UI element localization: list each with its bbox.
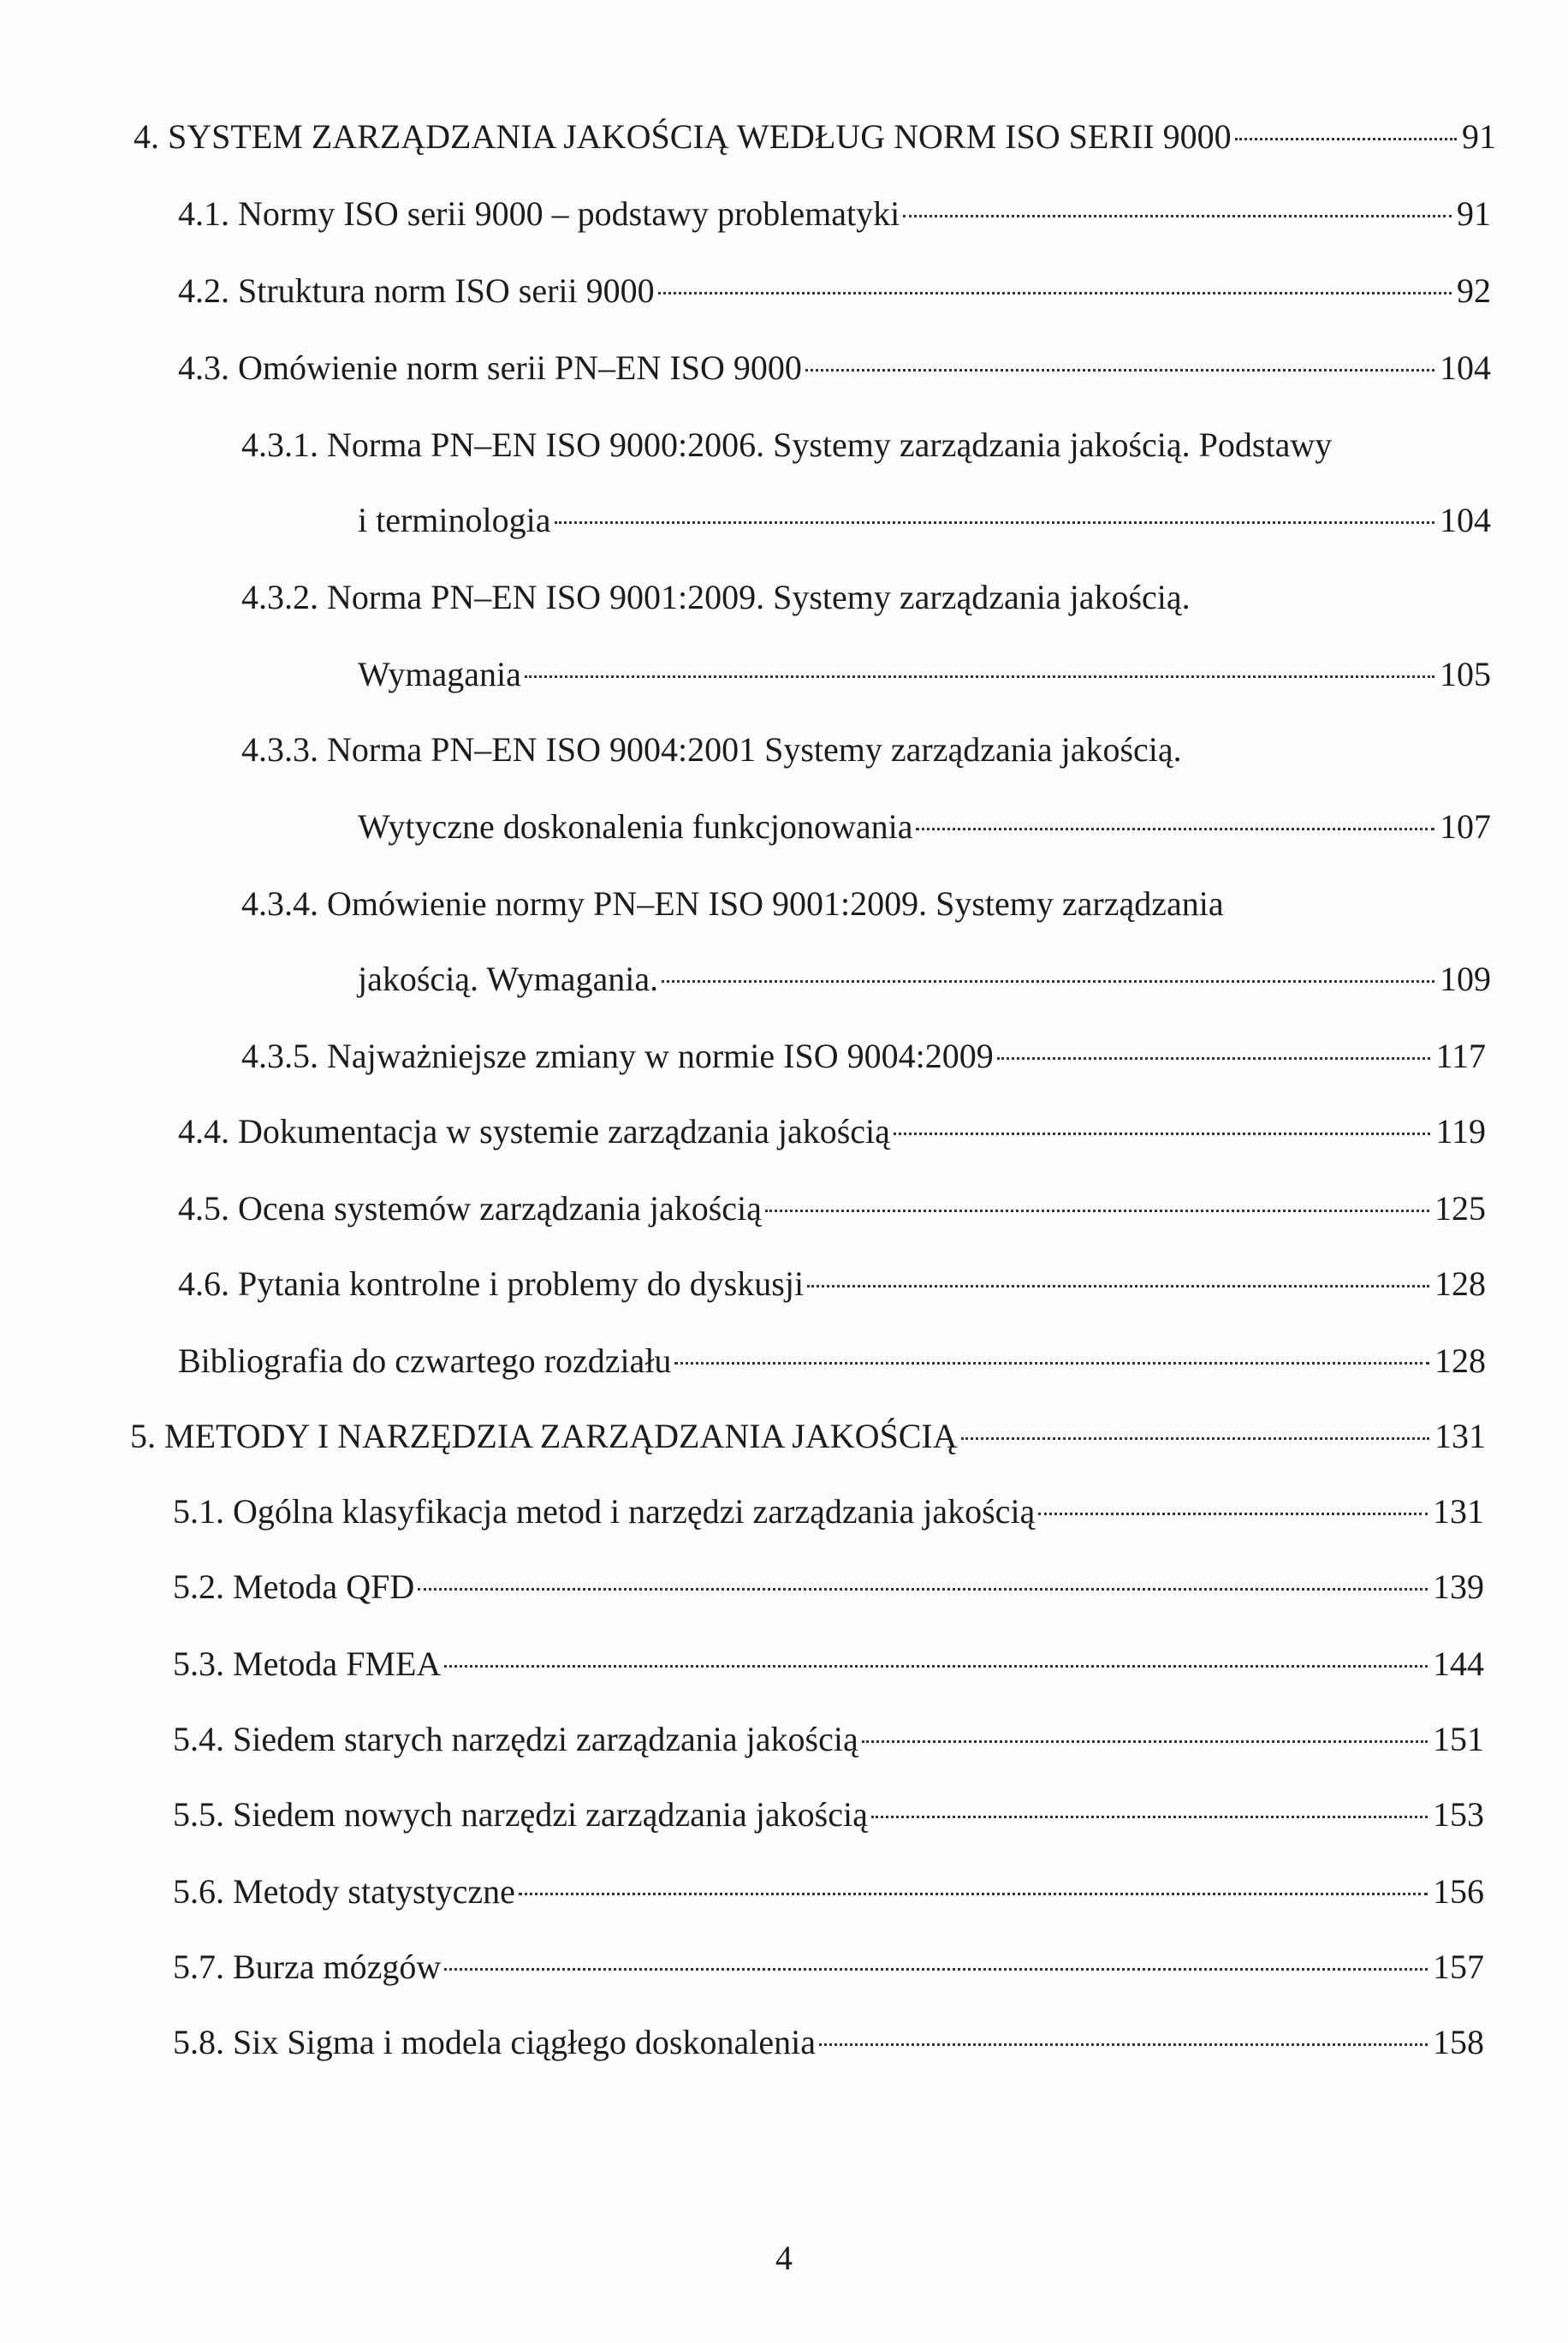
toc-entry-5-3 (173, 1644, 1484, 1685)
toc-entry-page: 125 (1434, 1189, 1486, 1228)
toc-bibliography-4 (178, 1341, 1486, 1382)
toc-entry-4-3-3 (358, 806, 1491, 847)
dot-leader (674, 1362, 1429, 1365)
dot-leader (1038, 1513, 1428, 1515)
dot-leader (903, 215, 1452, 217)
toc-entry-4-3-2-line1: 4.3.2. Norma PN–EN ISO 9001:2009. Systemy zarządzania jakością. (241, 578, 1191, 616)
toc-entry-title: 4.6. Pytania kontrolne i problemy do dyskusji (178, 1264, 805, 1303)
toc-entry-4-4 (178, 1111, 1486, 1152)
toc-entry-page: 104 (1440, 501, 1491, 539)
toc-entry-title: 5.1. Ogólna klasyfikacja metod i narzędzi zarządzania jakością (173, 1492, 1036, 1531)
toc-entry-page: 153 (1433, 1795, 1484, 1834)
dot-leader (894, 1133, 1431, 1135)
toc-entry-page: 107 (1440, 807, 1491, 846)
toc-entry-4-3-2 (358, 654, 1491, 695)
toc-entry-page: 119 (1435, 1112, 1486, 1151)
toc-entry-page: 128 (1434, 1264, 1486, 1303)
toc-entry-5-1 (173, 1491, 1484, 1532)
toc-entry-title: Wytyczne doskonalenia funkcjonowania (358, 807, 913, 846)
toc-entry-title: 5.3. Metoda FMEA (173, 1644, 442, 1683)
toc-entry-title: Bibliografia do czwartego rozdziału (178, 1341, 672, 1380)
dot-leader (525, 675, 1434, 678)
toc-entry-page: 144 (1433, 1644, 1484, 1683)
toc-entry-4-3-5 (241, 1036, 1486, 1077)
toc-entry-title: 5.7. Burza mózgów (173, 1948, 442, 1986)
toc-entry-4-1 (178, 193, 1491, 235)
toc-entry-page: 131 (1433, 1492, 1484, 1531)
toc-entry-4-5 (178, 1188, 1486, 1229)
toc-entry-title: 5.4. Siedem starych narzędzi zarządzania jakością (173, 1720, 858, 1758)
toc-entry-page: 109 (1440, 960, 1491, 998)
toc-entry-title: 4.3.5. Najważniejsze zmiany w normie ISO 9004:2009 (241, 1037, 994, 1075)
toc-chapter-4 (134, 116, 1496, 158)
dot-leader (662, 980, 1434, 983)
toc-entry-4-3-1-line1: 4.3.1. Norma PN–EN ISO 9000:2006. Systemy zarządzania jakością. Podstawy (241, 425, 1333, 464)
dot-leader (916, 828, 1434, 830)
dot-leader (444, 1665, 1428, 1668)
toc-entry-page: 128 (1434, 1341, 1486, 1380)
toc-entry-page: 117 (1435, 1037, 1486, 1075)
toc-entry-title: Wymagania (358, 655, 521, 693)
dot-leader (444, 1968, 1428, 1971)
toc-entry-title: jakością. Wymagania. (358, 960, 659, 998)
toc-entry-page: 105 (1440, 655, 1491, 693)
toc-entry-title: 4. SYSTEM ZARZĄDZANIA JAKOŚCIĄ WEDŁUG NORM ISO SERII 9000 (134, 117, 1232, 156)
toc-entry-page: 151 (1433, 1720, 1484, 1758)
toc-chapter-5 (130, 1416, 1486, 1457)
toc-entry-5-6 (173, 1871, 1484, 1912)
toc-entry-title: 5. METODY I NARZĘDZIA ZARZĄDZANIA JAKOŚCIĄ (130, 1417, 958, 1455)
dot-leader (805, 369, 1434, 372)
dot-leader (961, 1437, 1429, 1440)
toc-entry-title: 5.5. Siedem nowych narzędzi zarządzania jakością (173, 1795, 868, 1834)
toc-entry-4-3 (178, 348, 1491, 389)
toc-entry-page: 156 (1433, 1872, 1484, 1911)
toc-entry-4-3-3-line1: 4.3.3. Norma PN–EN ISO 9004:2001 Systemy zarządzania jakością. (241, 730, 1182, 769)
dot-leader (1235, 138, 1457, 140)
dot-leader (871, 1816, 1428, 1818)
toc-entry-5-2 (173, 1567, 1484, 1608)
toc-entry-4-2 (178, 271, 1491, 312)
dot-leader (807, 1285, 1429, 1287)
dot-leader (418, 1588, 1428, 1591)
toc-entry-title: 4.4. Dokumentacja w systemie zarządzania jakością (178, 1112, 890, 1151)
dot-leader (997, 1057, 1431, 1060)
toc-entry-4-6 (178, 1264, 1486, 1305)
toc-entry-5-5 (173, 1794, 1484, 1835)
toc-entry-page: 139 (1433, 1567, 1484, 1606)
toc-entry-page: 91 (1462, 117, 1496, 156)
toc-entry-title: i terminologia (358, 501, 551, 539)
toc-entry-page: 91 (1457, 194, 1491, 233)
toc-entry-4-3-4-line1: 4.3.4. Omówienie normy PN–EN ISO 9001:2009. Systemy zarządzania (241, 884, 1224, 923)
toc-entry-page: 104 (1440, 348, 1491, 387)
dot-leader (658, 292, 1452, 294)
toc-entry-4-3-4 (358, 959, 1491, 1000)
toc-entry-5-4 (173, 1719, 1484, 1760)
toc-entry-4-3-1 (358, 500, 1491, 541)
toc-entry-5-7 (173, 1947, 1484, 1988)
page-number: 4 (775, 2239, 793, 2277)
toc-entry-title: 5.2. Metoda QFD (173, 1567, 415, 1606)
dot-leader (519, 1893, 1428, 1895)
toc-entry-title: 4.2. Struktura norm ISO serii 9000 (178, 271, 655, 310)
toc-entry-page: 131 (1434, 1417, 1486, 1455)
toc-entry-title: 4.3. Omówienie norm serii PN–EN ISO 9000 (178, 348, 802, 387)
dot-leader (555, 521, 1434, 524)
toc-entry-title: 5.8. Six Sigma i modela ciągłego doskonalenia (173, 2023, 816, 2061)
toc-entry-page: 157 (1433, 1948, 1484, 1986)
toc-entry-title: 4.1. Normy ISO serii 9000 – podstawy problematyki (178, 194, 900, 233)
dot-leader (862, 1740, 1428, 1743)
toc-entry-5-8 (173, 2022, 1484, 2063)
toc-entry-page: 158 (1433, 2023, 1484, 2061)
toc-entry-title: 4.5. Ocena systemów zarządzania jakością (178, 1189, 762, 1228)
dot-leader (819, 2043, 1428, 2046)
dot-leader (765, 1210, 1429, 1212)
toc-entry-page: 92 (1457, 271, 1491, 310)
toc-entry-title: 5.6. Metody statystyczne (173, 1872, 515, 1911)
